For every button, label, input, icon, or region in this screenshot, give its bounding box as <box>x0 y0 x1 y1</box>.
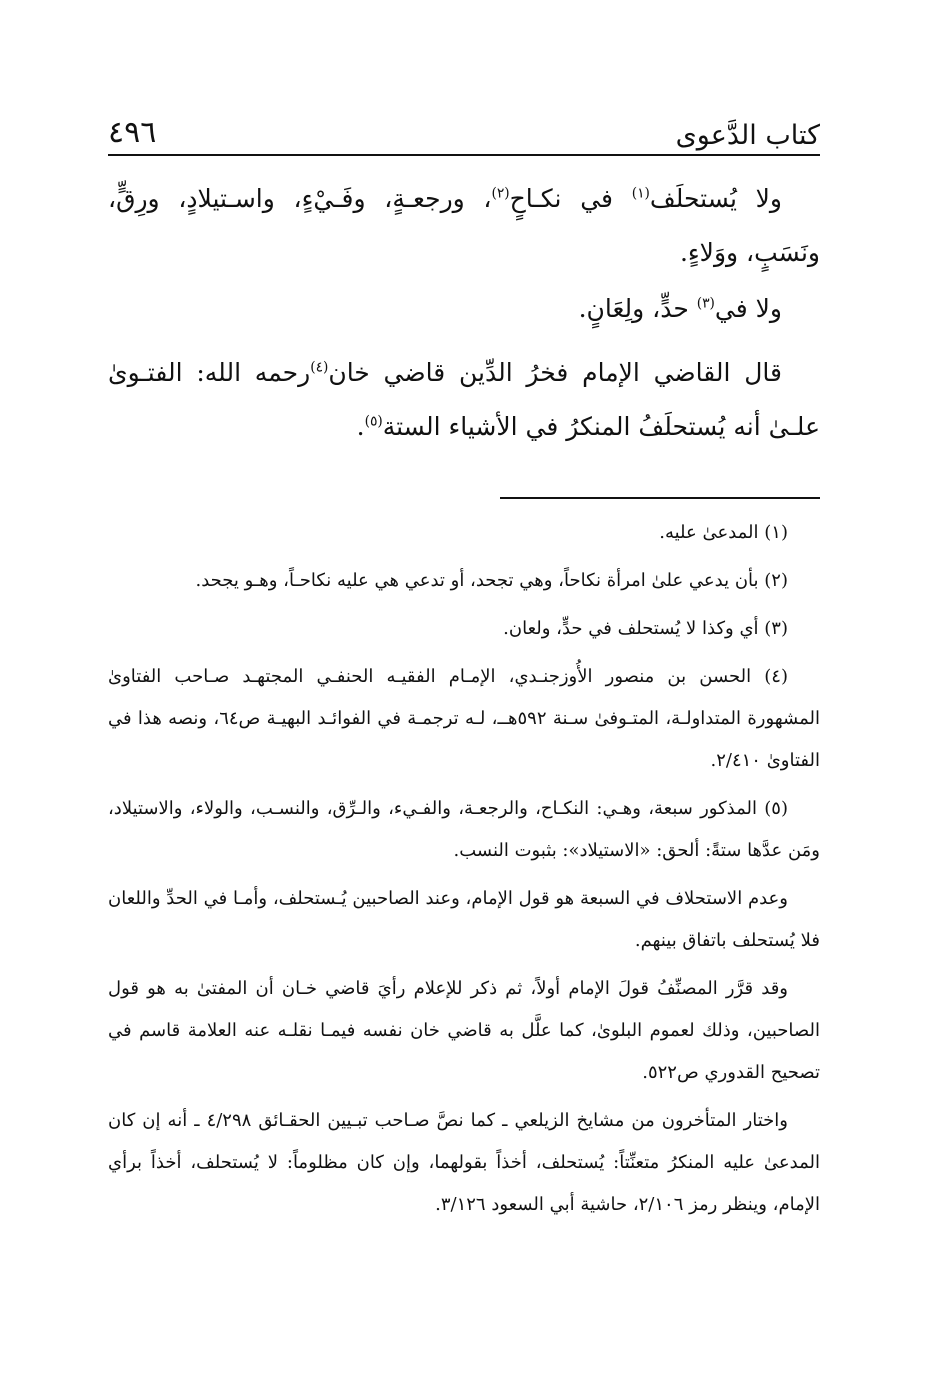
page-header <box>108 110 820 156</box>
p3-text-c: . <box>356 412 365 441</box>
p1-text-c: ، ورجعـةٍ، وفَـيْءٍ، واسـتيلادٍ، ورِقٍّ، ونَسَبٍ، ووَلاءٍ. <box>108 184 820 267</box>
footnote-1: (١) المدعىٰ عليه. <box>659 522 788 543</box>
main-paragraph-1 <box>108 172 820 280</box>
footnote-ref-5: (٥) <box>364 413 383 430</box>
footnote-separator <box>500 497 820 499</box>
footnote-5-continued-3: واختار المتأخرون من مشايخ الزيلعي ـ كما نصَّ صـاحب تبـيين الحقـائق ٤/٢٩٨ ـ أنه إن كان المدعىٰ عليه المنكرُ متعنِّتاً: يُستحلف، أخذاً بقولهما، وإن كان مظلوماً: لا يُستحلف، أخذاً برأي الإمام، وينظر رمز ٢/١٠٦، حاشية أبي السعود ٣/١٢٦. <box>108 1110 820 1215</box>
p3-text-a: قال القاضي الإمام فخرُ الدِّين قاضي خان <box>328 358 782 387</box>
main-paragraph-3 <box>108 346 820 454</box>
footnote-4: (٤) الحسن بن منصور الأُوزجنـدي، الإمـام الفقيـه الحنفـي المجتهـد صـاحب الفتاوىٰ المشهورة المتداولـة، المتـوفىٰ سـنة ٥٩٢هــ، لـه ترجمـة في الفوائـد البهيـة ص٦٤، ونصه هذا في الفتاوىٰ ٢/٤١٠. <box>108 666 820 771</box>
p2-text-a: ولا في <box>714 294 782 323</box>
page-number: ٤٩٦ <box>108 115 157 150</box>
footnote-5-continued-1: وعدم الاستحلاف في السبعة هو قول الإمام، وعند الصاحبين يُـستحلف، وأمـا في الحدِّ واللعان فلا يُستحلف باتفاق بينهم. <box>108 888 820 951</box>
footnote-ref-4: (٤) <box>310 359 329 376</box>
footnote-5-continued-2: وقد قرَّر المصنِّفُ قولَ الإمام أولاً، ثم ذكر للإعلام رأيَ قاضي خـان أن المفتىٰ به هو قول الصاحبين، وذلك لعموم البلوىٰ، كما علَّل به قاضي خان نفسه فيمـا نقلـه عنه العلامة قاسم في تصحيح القدوري ص٥٢٢. <box>108 978 820 1083</box>
p2-text-b: حدٍّ، ولِعَانٍ. <box>578 294 697 323</box>
p3-text-b: رحمه الله: الفتـوىٰ علـىٰ أنه يُستحلَفُ المنكرُ في الأشياء الستة <box>108 358 820 441</box>
p1-text-b: في نكـاحٍ <box>509 184 632 213</box>
main-paragraph-2 <box>108 282 820 336</box>
footnote-ref-3: (٣) <box>696 295 715 312</box>
footnote-ref-1: (١) <box>631 185 650 202</box>
p1-text-a: ولا يُستحلَف <box>649 184 783 213</box>
footnote-5: (٥) المذكور سبعة، وهـي: النكـاح، والرجعـة، والفـيء، والـرِّق، والنسـب، والولاء، والاستيلاد، ومَن عدَّها ستةً: ألحق: «الاستيلاد»: بثبوت النسب. <box>108 798 820 861</box>
footnote-2: (٢) بأن يدعي علىٰ امرأة نكاحاً، وهي تجحد، أو تدعي هي عليه نكاحـاً، وهـو يجحد. <box>195 570 788 591</box>
main-text <box>108 172 820 454</box>
footnote-3: (٣) أي وكذا لا يُستحلف في حدٍّ، ولعان. <box>503 618 788 639</box>
footnotes <box>108 512 820 1232</box>
footnote-ref-2: (٢) <box>491 185 510 202</box>
running-title: كتاب الدَّعوى <box>675 120 820 151</box>
